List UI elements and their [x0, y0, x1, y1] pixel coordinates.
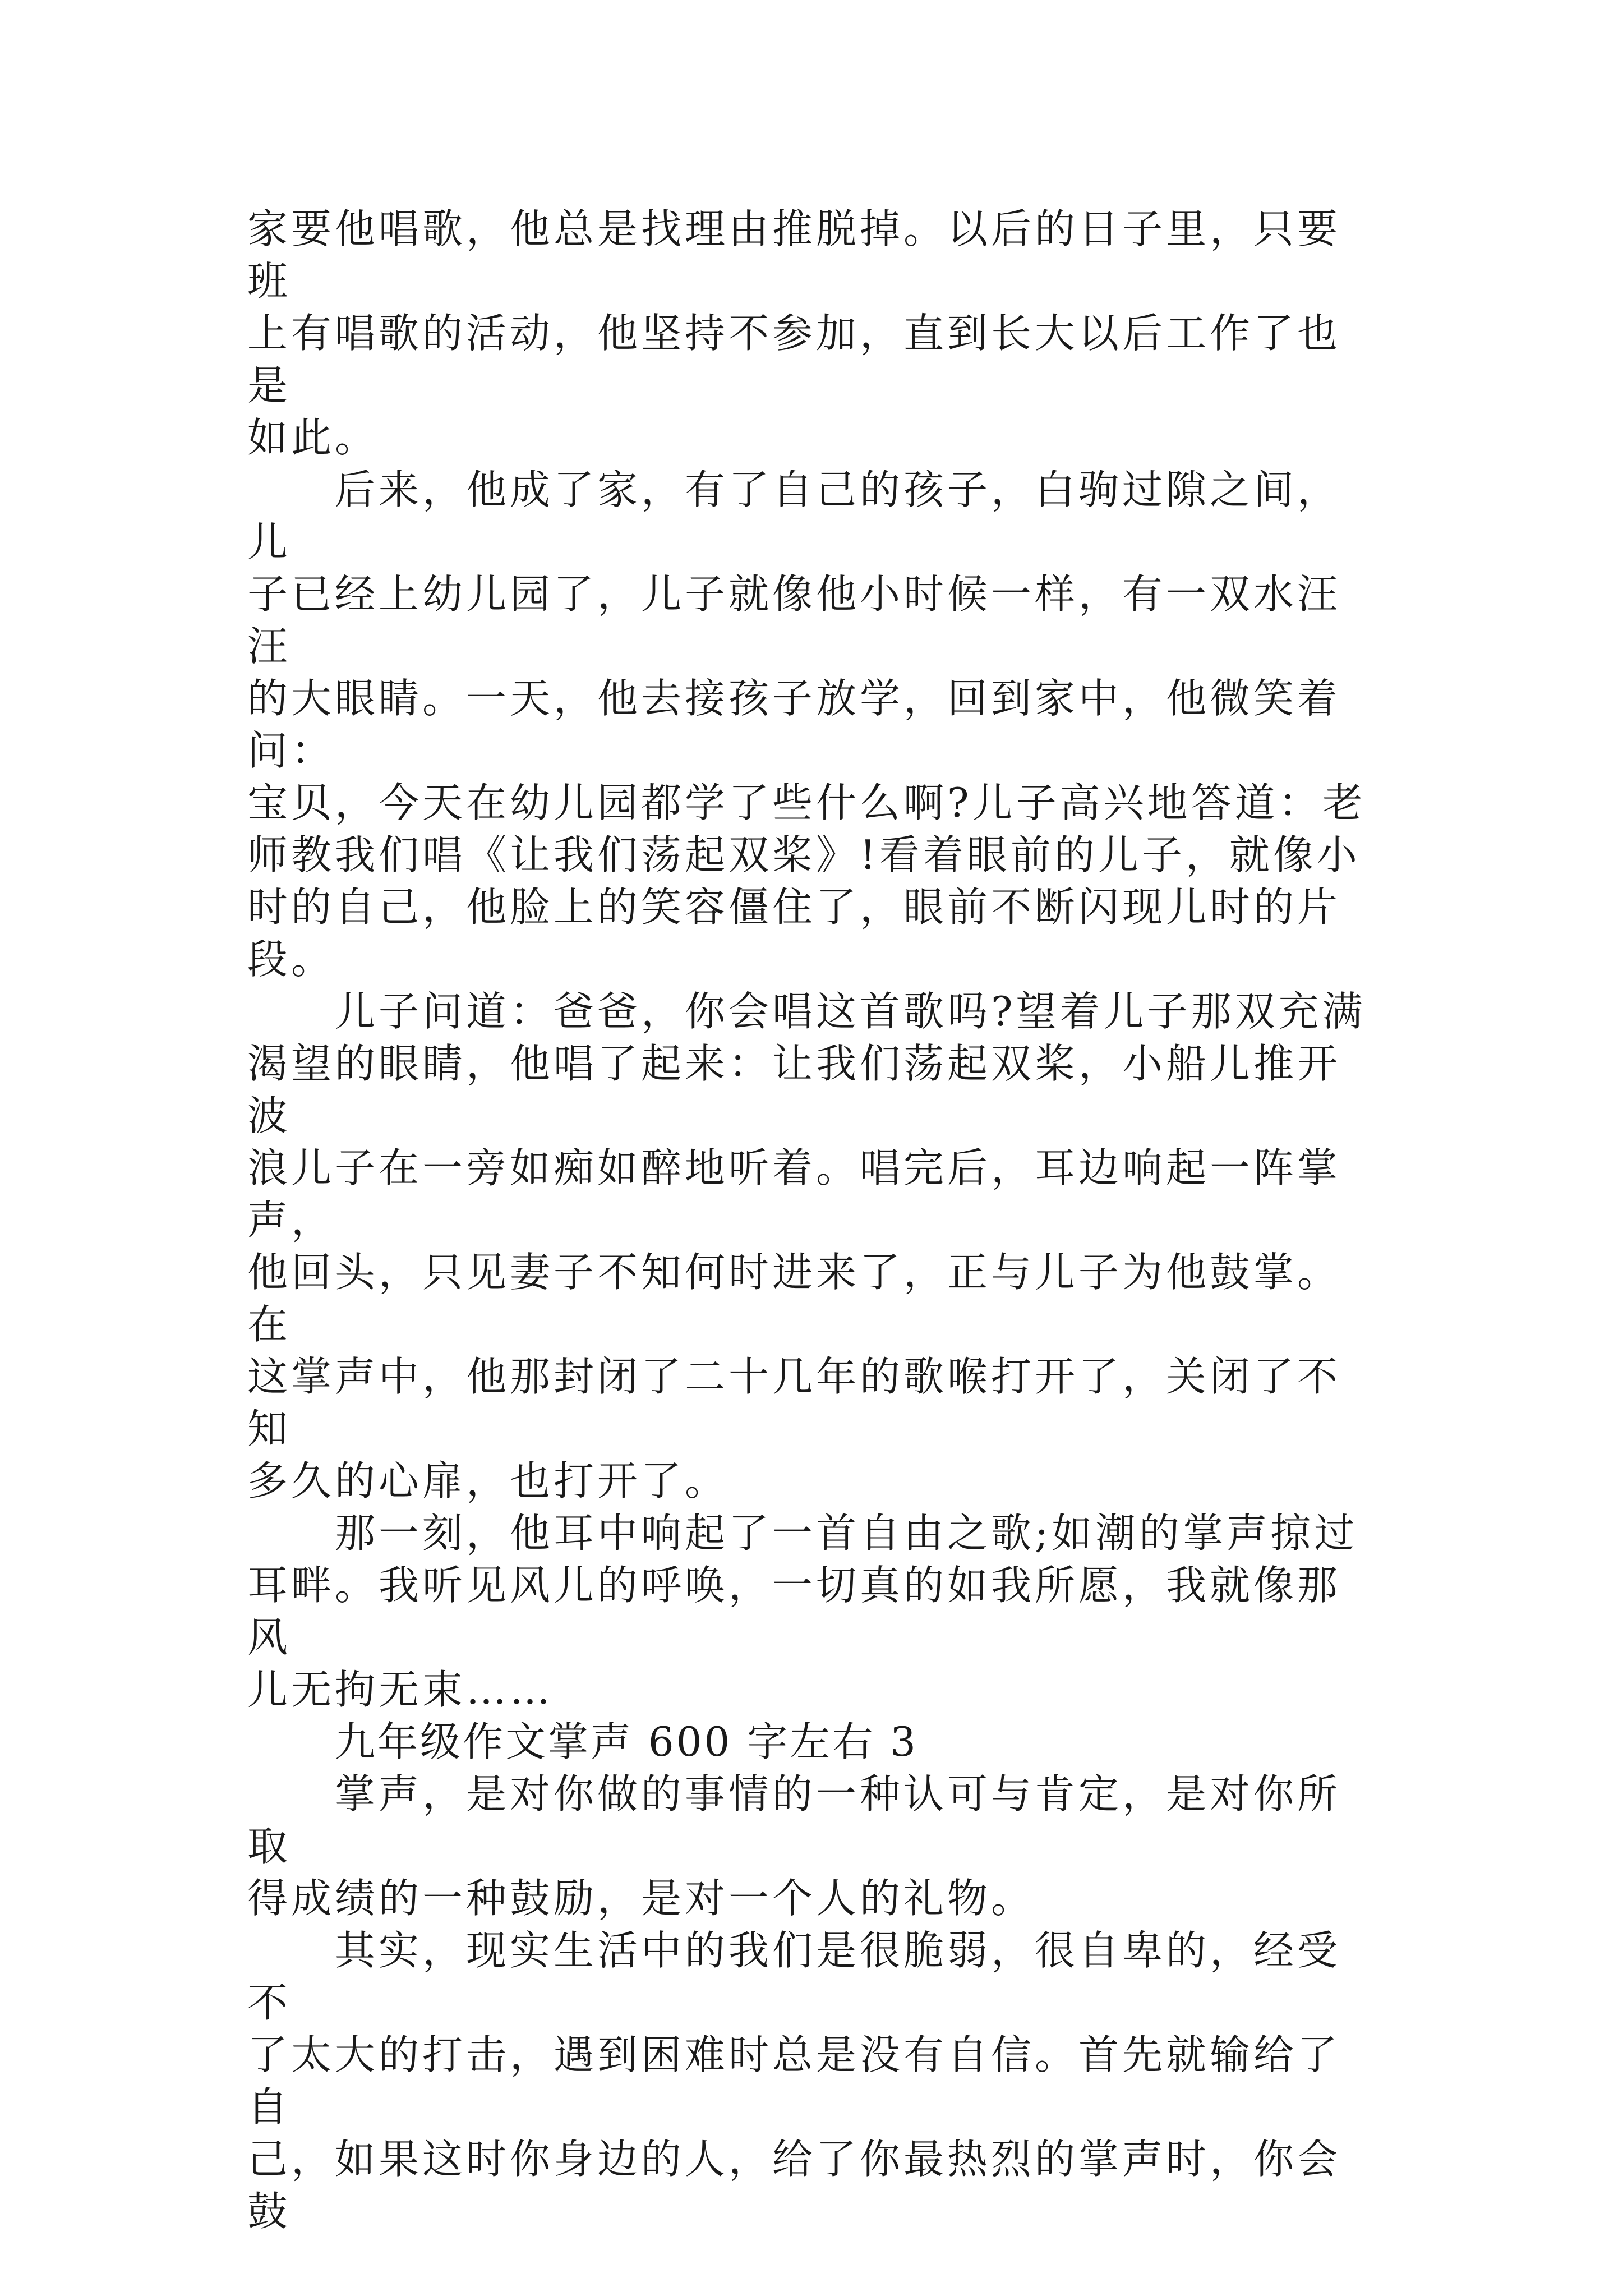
heading-text: 九年级作文掌声 600 字左右 3 [335, 1718, 918, 1765]
text-line: 耳畔。我听见风儿的呼唤，一切真的如我所愿，我就像那风 [247, 1562, 1341, 1661]
text-line: 宝贝，今天在幼儿园都学了些什么啊?儿子高兴地答道：老 [247, 779, 1366, 826]
document-body [247, 203, 1378, 2238]
section-heading [247, 1716, 1378, 1768]
text-line: 掌声，是对你做的事情的一种认可与肯定，是对你所取 [247, 1770, 1341, 1870]
paragraph-6 [247, 1925, 1378, 2238]
text-line: 他回头，只见妻子不知何时进来了，正与儿子为他鼓掌。在 [247, 1249, 1341, 1348]
paragraph-5 [247, 1768, 1378, 1925]
text-line: 儿子问道：爸爸，你会唱这首歌吗?望着儿子那双充满 [335, 988, 1366, 1035]
text-line: 家要他唱歌，他总是找理由推脱掉。以后的日子里，只要班 [247, 205, 1341, 305]
text-line: 了太大的打击，遇到困难时总是没有自信。首先就输给了自 [247, 2031, 1341, 2131]
text-line: 后来，他成了家，有了自己的孩子，白驹过隙之间，儿 [247, 466, 1341, 565]
text-line: 多久的心扉，也打开了。 [247, 1457, 729, 1504]
paragraph-4 [247, 1507, 1378, 1716]
text-line: 这掌声中，他那封闭了二十几年的歌喉打开了，关闭了不知 [247, 1353, 1341, 1452]
text-line: 己，如果这时你身边的人，给了你最热烈的掌声时，你会鼓 [247, 2136, 1341, 2235]
text-line: 浪儿子在一旁如痴如醉地听着。唱完后，耳边响起一阵掌声， [247, 1144, 1341, 1244]
text-line: 其实，现实生活中的我们是很脆弱，很自卑的，经受不 [247, 1927, 1341, 2026]
text-line: 上有唱歌的活动，他坚持不参加，直到长大以后工作了也是 [247, 310, 1341, 409]
text-line: 子已经上幼儿园了，儿子就像他小时候一样，有一双水汪汪 [247, 570, 1341, 670]
text-line: 如此。 [247, 414, 379, 461]
text-line: 那一刻，他耳中响起了一首自由之歌;如潮的掌声掠过 [335, 1510, 1358, 1557]
text-line: 时的自己，他脸上的笑容僵住了，眼前不断闪现儿时的片段。 [247, 884, 1341, 983]
text-line: 渴望的眼睛，他唱了起来：让我们荡起双桨，小船儿推开波 [247, 1040, 1341, 1139]
paragraph-2 [247, 464, 1378, 986]
text-line: 得成绩的一种鼓励，是对一个人的礼物。 [247, 1875, 1035, 1922]
text-line: 师教我们唱《让我们荡起双桨》!看着眼前的儿子，就像小 [247, 831, 1361, 878]
paragraph-3 [247, 986, 1378, 1507]
text-line: 儿无拘无束…… [247, 1666, 554, 1713]
paragraph-1 [247, 203, 1378, 464]
text-line: 的大眼睛。一天，他去接孩子放学，回到家中，他微笑着问： [247, 675, 1341, 774]
